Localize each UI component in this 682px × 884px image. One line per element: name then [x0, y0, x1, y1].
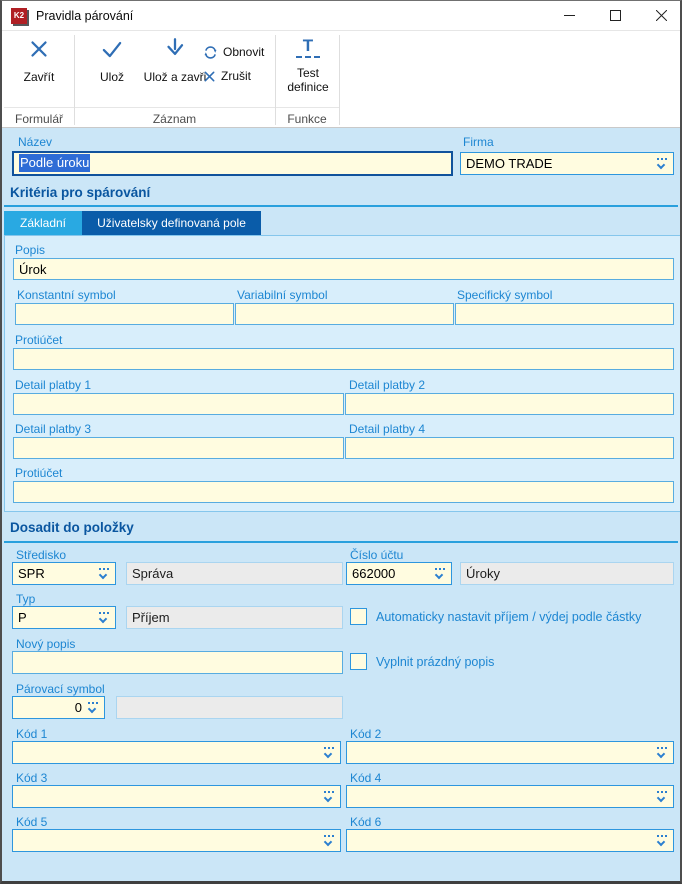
window-title: Pravidla párování [36, 9, 134, 23]
konstantni-symbol-input[interactable] [15, 303, 234, 325]
vyplnit-prazdny-popis-label: Vyplnit prázdný popis [376, 655, 495, 669]
save-and-close-button[interactable] [143, 36, 207, 106]
kod-6-label: Kód 6 [350, 815, 382, 829]
detail-platby-2-input[interactable] [345, 393, 674, 415]
minimize-button[interactable] [546, 1, 592, 30]
popis-input[interactable]: Úrok [13, 258, 674, 280]
dropdown-arrow-icon[interactable] [322, 834, 336, 849]
dosadit-section-title: Dosadit do položky [10, 520, 134, 535]
close-icon [656, 10, 667, 21]
kod-5-combo[interactable] [12, 829, 341, 852]
kod-1-label: Kód 1 [16, 727, 48, 741]
specificky-symbol-label: Specifický symbol [457, 288, 553, 302]
firma-value: DEMO TRADE [466, 156, 553, 171]
kod-2-label: Kód 2 [350, 727, 382, 741]
detail-platby-3-input[interactable] [13, 437, 344, 459]
parovaci-symbol-combo[interactable]: 0 [12, 696, 105, 719]
tab-uzivatelsky-definovana-pole[interactable]: Uživatelsky definovaná pole [82, 211, 261, 235]
nazev-selected-text: Podle úroku [20, 155, 90, 170]
maximize-button[interactable] [592, 1, 638, 30]
tab-zakladni[interactable]: Základní [4, 211, 82, 235]
ribbon-divider [4, 107, 339, 108]
cancel-x-icon [203, 70, 216, 83]
detail-platby-1-input[interactable] [13, 393, 344, 415]
nazev-input[interactable] [12, 151, 453, 176]
detail-platby-1-label: Detail platby 1 [15, 378, 92, 392]
ribbon-toolbar [2, 31, 680, 128]
protiucet-2-input[interactable] [13, 481, 674, 503]
refresh-button[interactable] [203, 42, 264, 62]
group-label-formular: Formulář [14, 112, 63, 126]
nazev-label: Název [18, 135, 53, 149]
kriteria-tab-panel [4, 235, 682, 512]
cancel-label: Zrušit [221, 69, 251, 83]
test-definition-label: Test definice [287, 66, 329, 94]
popis-label: Popis [15, 243, 46, 257]
dropdown-arrow-icon[interactable] [655, 746, 669, 761]
close-button[interactable] [638, 1, 682, 30]
dropdown-arrow-icon[interactable] [86, 701, 100, 716]
protiucet-2-label: Protiúčet [15, 466, 63, 480]
group-separator [339, 35, 340, 125]
kod-4-label: Kód 4 [350, 771, 382, 785]
refresh-label: Obnovit [223, 45, 265, 59]
typ-combo[interactable]: P [12, 606, 116, 629]
vyplnit-prazdny-popis-checkbox[interactable] [350, 653, 367, 670]
kriteria-section-title: Kritéria pro spárování [10, 185, 151, 200]
detail-platby-4-label: Detail platby 4 [349, 422, 426, 436]
parovaci-symbol-label: Párovací symbol [16, 682, 105, 696]
auto-prijem-vydej-checkbox[interactable] [350, 608, 367, 625]
stredisko-combo[interactable]: SPR [12, 562, 116, 585]
dropdown-arrow-icon[interactable] [655, 157, 669, 172]
kod-6-combo[interactable] [346, 829, 674, 852]
close-form-label: Zavřít [23, 70, 55, 84]
typ-label: Typ [16, 592, 36, 606]
kod-2-combo[interactable] [346, 741, 674, 764]
kod-1-combo[interactable] [12, 741, 341, 764]
check-icon [99, 36, 125, 62]
protiucet-1-label: Protiúčet [15, 333, 63, 347]
typ-display: Příjem [126, 606, 343, 629]
close-form-button[interactable] [10, 36, 68, 106]
protiucet-1-input[interactable] [13, 348, 674, 370]
kod-4-combo[interactable] [346, 785, 674, 808]
kod-5-label: Kód 5 [16, 815, 48, 829]
cancel-button[interactable] [203, 66, 251, 86]
close-x-icon [26, 36, 52, 62]
specificky-symbol-input[interactable] [455, 303, 674, 325]
firma-label: Firma [463, 135, 494, 149]
detail-platby-4-input[interactable] [345, 437, 674, 459]
minimize-icon [564, 10, 575, 21]
stredisko-display: Správa [126, 562, 343, 585]
detail-platby-2-label: Detail platby 2 [349, 378, 426, 392]
firma-combo[interactable] [460, 152, 674, 175]
dropdown-arrow-icon[interactable] [655, 834, 669, 849]
dropdown-arrow-icon[interactable] [97, 567, 111, 582]
cislo-uctu-combo[interactable]: 662000 [346, 562, 452, 585]
konstantni-symbol-label: Konstantní symbol [17, 288, 116, 302]
dropdown-arrow-icon[interactable] [97, 611, 111, 626]
group-label-zaznam: Záznam [152, 112, 197, 126]
dosadit-section-divider [4, 541, 678, 543]
save-label: Ulož [99, 70, 124, 84]
dropdown-arrow-icon[interactable] [322, 790, 336, 805]
novy-popis-label: Nový popis [16, 637, 76, 651]
test-t-dashed-icon: T [296, 36, 320, 58]
save-close-arrow-icon [162, 36, 188, 62]
cislo-uctu-display: Úroky [460, 562, 674, 585]
group-label-funkce: Funkce [287, 112, 327, 126]
variabilni-symbol-input[interactable] [235, 303, 454, 325]
variabilni-symbol-label: Variabilní symbol [237, 288, 328, 302]
refresh-icon [203, 45, 218, 60]
maximize-icon [610, 10, 621, 21]
kod-3-label: Kód 3 [16, 771, 48, 785]
kod-3-combo[interactable] [12, 785, 341, 808]
cislo-uctu-label: Číslo účtu [350, 548, 404, 562]
dropdown-arrow-icon[interactable] [655, 790, 669, 805]
dropdown-arrow-icon[interactable] [322, 746, 336, 761]
save-button[interactable] [84, 36, 140, 106]
kriteria-section-divider [4, 205, 678, 207]
parovaci-symbol-display [116, 696, 343, 719]
detail-platby-3-label: Detail platby 3 [15, 422, 92, 436]
auto-prijem-vydej-label: Automaticky nastavit příjem / výdej podle částky [376, 610, 642, 624]
dropdown-arrow-icon[interactable] [433, 567, 447, 582]
test-definition-button[interactable] [280, 36, 336, 106]
novy-popis-input[interactable] [12, 651, 343, 674]
stredisko-label: Středisko [16, 548, 67, 562]
save-and-close-label: Ulož a zavři [143, 70, 207, 84]
titlebar [2, 1, 680, 31]
form-content [2, 128, 680, 881]
app-k2-icon: K2 [11, 8, 27, 24]
